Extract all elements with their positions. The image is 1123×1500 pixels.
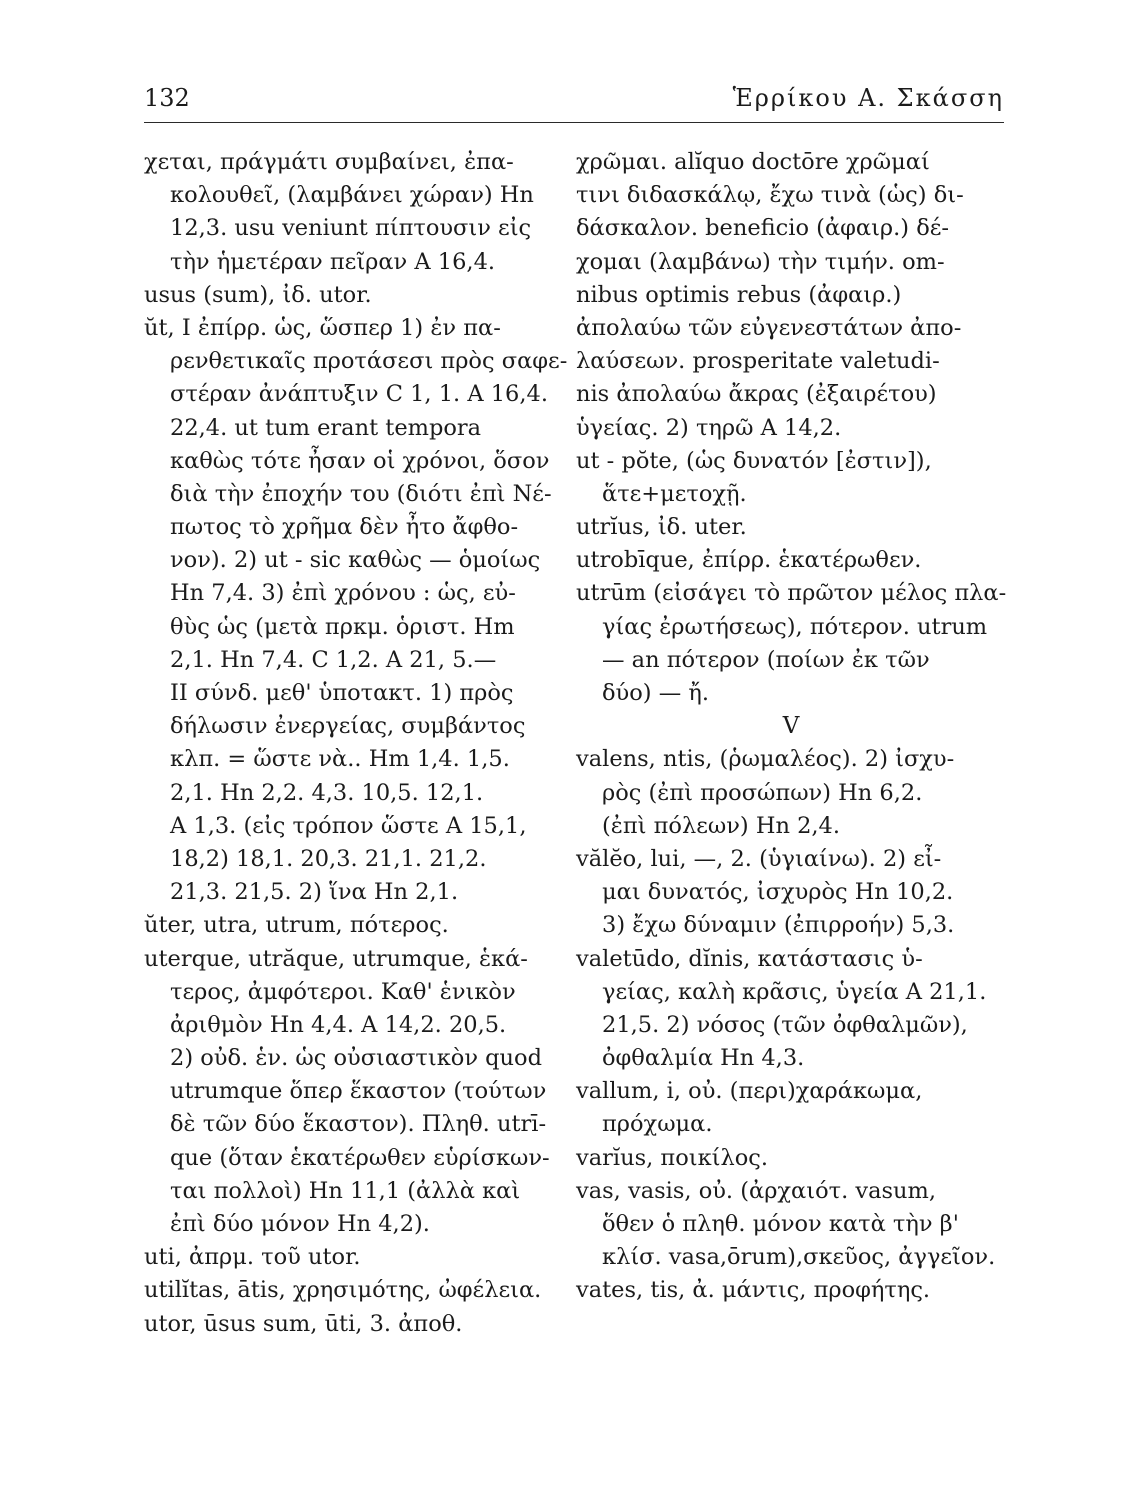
dictionary-line: ὑγείας. 2) τηρῶ A 14,2.: [576, 414, 842, 441]
dictionary-line: κλίσ. vasa,ōrum),σκεῦος, ἀγγεῖον.: [602, 1244, 996, 1271]
dictionary-line: utrobīque, ἐπίρρ. ἑκατέρωθεν.: [576, 547, 922, 574]
dictionary-line: A 1,3. (εἰς τρόπον ὥστε A 15,1,: [170, 812, 527, 839]
page-number: 132: [144, 84, 190, 112]
dictionary-line: γίας ἐρωτήσεως), πότερον. utrum: [602, 613, 988, 640]
dictionary-line: utilĭtas, ātis, χρησιμότης, ὠφέλεια.: [144, 1277, 542, 1304]
dictionary-line: que (ὅταν ἑκατέρωθεν εὑρίσκων-: [170, 1144, 550, 1171]
dictionary-line: nibus optimis rebus (ἀφαιρ.): [576, 281, 902, 308]
dictionary-line: καθὼς τότε ἦσαν οἱ χρόνοι, ὅσον: [170, 447, 550, 474]
dictionary-line: τερος, ἀμφότεροι. Καθ' ἑνικὸν: [170, 978, 516, 1005]
dictionary-line: uti, ἀπρμ. τοῦ utor.: [144, 1244, 361, 1271]
dictionary-line: στέραν ἀνάπτυξιν C 1, 1. A 16,4.: [170, 381, 548, 408]
dictionary-line: ται πολλοὶ) Hn 11,1 (ἀλλὰ καὶ: [170, 1177, 521, 1204]
dictionary-line: utor, ūsus sum, ūti, 3. ἀποθ.: [144, 1310, 463, 1337]
header-rule: [144, 122, 1004, 123]
dictionary-line: ἀπολαύω τῶν εὐγενεστάτων ἀπο-: [576, 314, 962, 341]
dictionary-line: utrĭus, ἰδ. uter.: [576, 514, 747, 541]
dictionary-line: valetūdo, dĭnis, κατάστασις ὑ-: [576, 945, 923, 972]
dictionary-line: 2,1. Hn 2,2. 4,3. 10,5. 12,1.: [170, 779, 484, 806]
left-column: [144, 146, 568, 1341]
dictionary-line: μαι δυνατός, ἰσχυρὸς Hn 10,2.: [602, 879, 954, 906]
dictionary-line: δὲ τῶν δύο ἕκαστον). Πληθ. utrī-: [170, 1111, 547, 1138]
dictionary-line: ἅτε+μετοχῇ.: [602, 480, 747, 507]
dictionary-line: ὀφθαλμία Hn 4,3.: [602, 1045, 805, 1072]
dictionary-line: δήλωσιν ἐνεργείας, συμβάντος: [170, 713, 526, 740]
dictionary-line: 2) οὐδ. ἑν. ὡς οὐσιαστικὸν quod: [170, 1045, 542, 1072]
dictionary-line: 22,4. ut tum erant tempora: [170, 414, 482, 441]
dictionary-line: χρῶμαι. alĭquo doctōre χρῶμαί: [576, 149, 930, 175]
running-head: Ἑρρίκου Α. Σκάσση: [732, 84, 1004, 112]
dictionary-line: (ἐπὶ πόλεων) Hn 2,4.: [602, 812, 841, 839]
dictionary-line: II σύνδ. μεθ' ὑποτακτ. 1) πρὸς: [170, 680, 514, 706]
dictionary-line: διὰ τὴν ἐποχήν του (διότι ἐπὶ Νέ-: [170, 480, 552, 507]
dictionary-line: uterque, utrăque, utrumque, ἑκά-: [144, 945, 528, 972]
dictionary-line: τὴν ἡμετέραν πεῖραν A 16,4.: [170, 248, 496, 275]
dictionary-line: δάσκαλον. beneficio (ἀφαιρ.) δέ-: [576, 215, 950, 242]
dictionary-line: λαύσεων. prosperitate valetudi-: [576, 348, 940, 375]
dictionary-line: 3) ἔχω δύναμιν (ἐπιρροήν) 5,3.: [602, 912, 955, 939]
dictionary-line: 2,1. Hn 7,4. C 1,2. A 21, 5.—: [170, 646, 497, 673]
dictionary-line: ρενθετικαῖς προτάσεσι πρὸς σαφε-: [170, 348, 568, 375]
dictionary-line: ἐπὶ δύο μόνον Hn 4,2).: [170, 1211, 430, 1237]
dictionary-line: ρὸς (ἐπὶ προσώπων) Hn 6,2.: [602, 779, 923, 806]
dictionary-line: vallum, i, οὐ. (περι)χαράκωμα,: [576, 1078, 923, 1105]
dictionary-line: 12,3. usu veniunt πίπτουσιν εἰς: [170, 215, 532, 242]
dictionary-line: — an πότερον (ποίων ἐκ τῶν: [602, 646, 930, 673]
dictionary-line: ŭter, utra, utrum, πότερος.: [144, 912, 449, 939]
dictionary-line: ὅθεν ὁ πληθ. μόνον κατὰ τὴν β': [602, 1211, 959, 1237]
dictionary-line: ut - pŏte, (ὡς δυνατόν [ἐστιν]),: [576, 447, 932, 474]
dictionary-line: vălĕo, lui, —, 2. (ὑγιαίνω). 2) εἶ-: [576, 845, 942, 872]
dictionary-line: θὺς ὡς (μετὰ πρκμ. ὁριστ. Hm: [170, 613, 515, 640]
dictionary-line: νον). 2) ut - sic καθὼς — ὁμοίως: [170, 547, 541, 574]
section-letter: V: [782, 713, 800, 740]
dictionary-line: πωτος τὸ χρῆμα δὲν ἦτο ἄφθο-: [170, 514, 519, 541]
dictionary-line: vas, vasis, οὐ. (ἀρχαιότ. vasum,: [576, 1177, 937, 1204]
dictionary-line: vates, tis, ἀ. μάντις, προφήτης.: [576, 1277, 931, 1304]
dictionary-line: κλπ. = ὥστε νὰ.. Hm 1,4. 1,5.: [170, 746, 510, 773]
dictionary-line: 18,2) 18,1. 20,3. 21,1. 21,2.: [170, 845, 487, 872]
dictionary-line: χεται, πράγμάτι συμβαίνει, ἐπα-: [144, 149, 514, 175]
dictionary-line: utrumque ὅπερ ἕκαστον (τούτων: [170, 1078, 547, 1105]
dictionary-line: πρόχωμα.: [602, 1111, 713, 1138]
page-header: [144, 84, 1004, 120]
dictionary-line: usus (sum), ἰδ. utor.: [144, 281, 372, 308]
dictionary-line: 21,3. 21,5. 2) ἵνα Hn 2,1.: [170, 879, 459, 906]
dictionary-line: κολουθεῖ, (λαμβάνει χώραν) Hn: [170, 182, 534, 209]
dictionary-line: utrūm (εἰσάγει τὸ πρῶτον μέλος πλα-: [576, 580, 1007, 607]
dictionary-line: 21,5. 2) νόσος (τῶν ὀφθαλμῶν),: [602, 1011, 968, 1038]
dictionary-line: γείας, καλὴ κρᾶσις, ὑγεία A 21,1.: [602, 978, 987, 1005]
dictionary-line: Hn 7,4. 3) ἐπὶ χρόνου : ὡς, εὐ-: [170, 580, 516, 607]
dictionary-line: ŭt, I ἐπίρρ. ὡς, ὥσπερ 1) ἐν πα-: [144, 314, 501, 341]
dictionary-line: nis ἀπολαύω ἄκρας (ἐξαιρέτου): [576, 381, 937, 408]
dictionary-line: valens, ntis, (ῥωμαλέος). 2) ἰσχυ-: [576, 746, 955, 773]
dictionary-line: δύο) — ἤ.: [602, 680, 709, 706]
dictionary-line: τινι διδασκάλῳ, ἔχω τινὰ (ὡς) δι-: [576, 182, 964, 209]
dictionary-line: ἀριθμὸν Hn 4,4. A 14,2. 20,5.: [170, 1011, 507, 1038]
right-column: [576, 146, 1006, 1308]
dictionary-line: varĭus, ποικίλος.: [576, 1144, 769, 1171]
dictionary-line: χομαι (λαμβάνω) τὴν τιμήν. om-: [576, 248, 945, 275]
